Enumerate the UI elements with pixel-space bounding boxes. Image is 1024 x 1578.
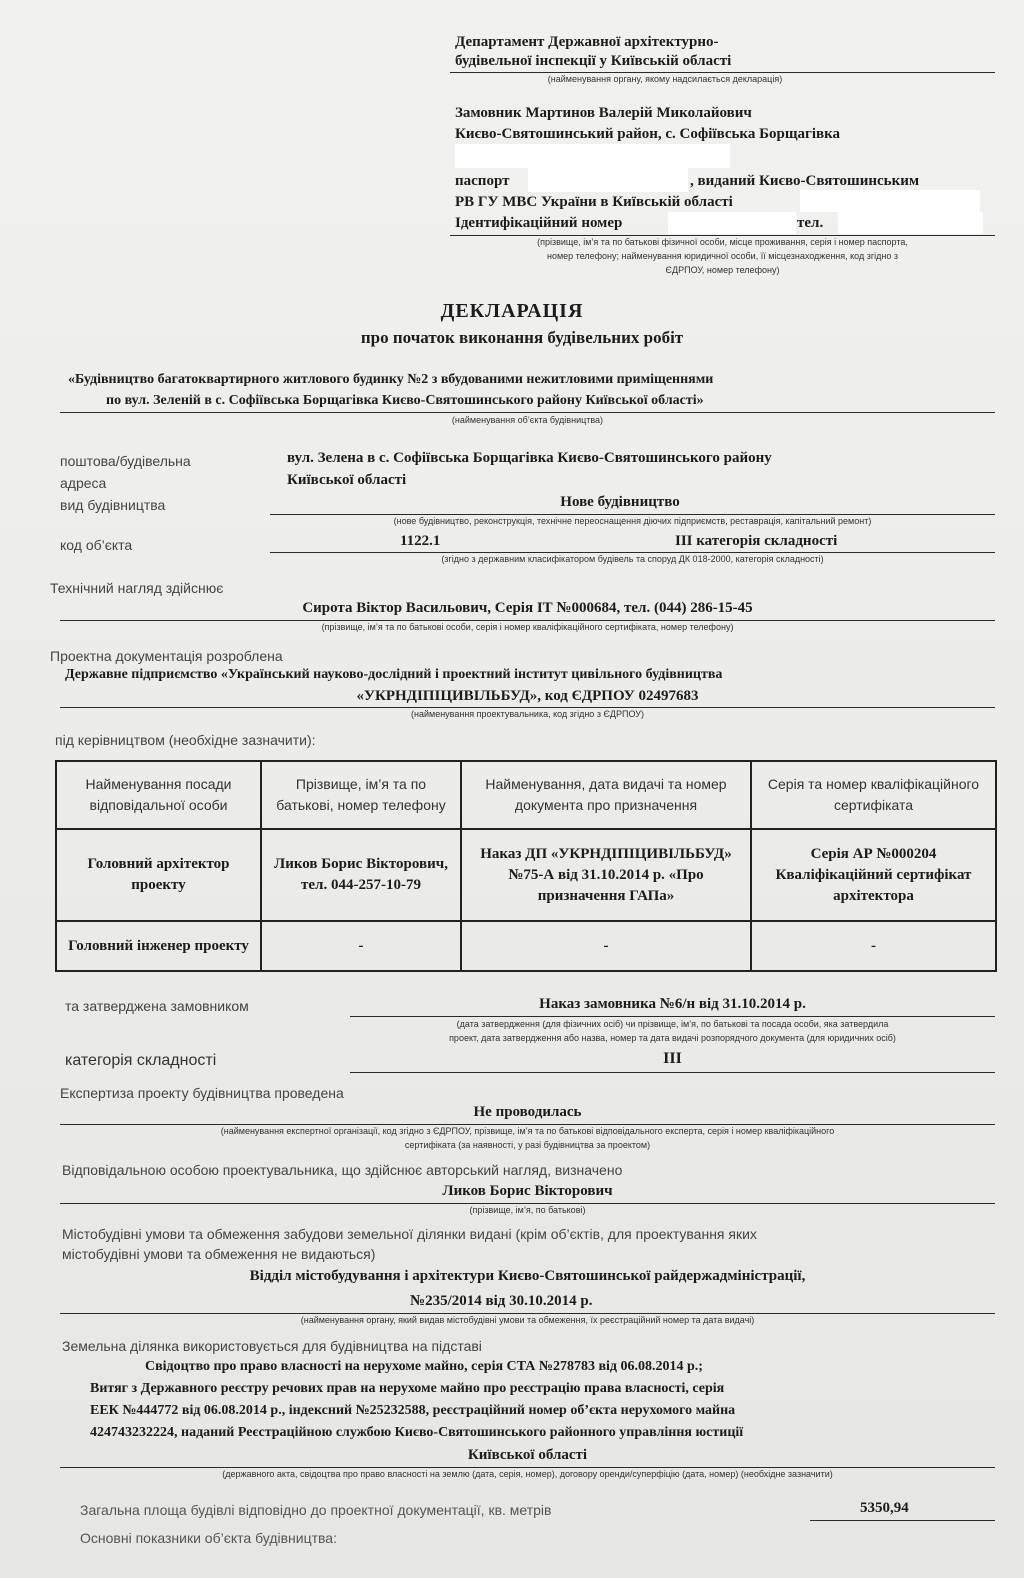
object-name-line2: по вул. Зеленій в с. Софіївська Борщагівка Києво-Святошинського району Київської області» — [106, 393, 704, 408]
area-underline — [810, 1520, 995, 1521]
type-label: вид будівництва — [60, 497, 166, 513]
complexity-label: категорія складності — [65, 1052, 217, 1069]
conditions-caption: (найменування органу, який видав містобудівні умови та обмеження, їх реєстраційний номер та дата видачі) — [300, 1315, 755, 1325]
table-header-cell: Найменування посади відповідальної особи — [56, 761, 261, 829]
address-label-line1: поштова/будівельна — [60, 453, 191, 469]
design-caption: (найменування проектувальника, код згідно з ЄДРПОУ) — [411, 709, 644, 719]
address-label-line2: адреса — [60, 475, 107, 491]
customer-underline — [450, 235, 995, 236]
authors-caption: (прізвище, ім’я, по батькові) — [469, 1205, 586, 1215]
addressee-line2: будівельної інспекції у Київській області — [455, 53, 732, 69]
table-cell: - — [261, 921, 461, 971]
table-header-row — [56, 761, 996, 829]
redacted-address — [455, 144, 730, 168]
management-label: під керівництвом (необхідне зазначити): — [55, 732, 316, 748]
object-name-line1: «Будівництво багатоквартирного житлового будинку №2 з вбудованими нежитловими приміщеннями — [68, 372, 714, 387]
supervision-label: Технічний нагляд здійснює — [50, 580, 224, 596]
authors-label: Відповідальною особою проектувальника, що здійснює авторський нагляд, визначено — [62, 1162, 623, 1178]
area-value: 5350,94 — [860, 1500, 909, 1516]
addressee-underline — [450, 72, 995, 73]
addressee-caption: (найменування органу, якому надсилається декларація) — [547, 74, 783, 84]
land-label: Земельна ділянка використовується для будівництва на підставі — [62, 1338, 482, 1354]
approval-caption-line2: проект, дата затвердження або назва, номер та дата видачі розпорядчого документа (для юридичних осіб) — [449, 1033, 896, 1043]
type-caption: (нове будівництво, реконструкція, технічне переоснащення діючих підприємств, реставрація, капітальний ремонт) — [393, 516, 872, 526]
expertise-caption-line2: сертифіката (за наявності, у разі будівництва за проектом) — [404, 1140, 651, 1150]
code-caption: (згідно з державним класифікатором будівель та споруд ДК 018-2000, категорія складності) — [441, 554, 824, 564]
area-label: Загальна площа будівлі відповідно до проектної документації, кв. метрів — [80, 1502, 552, 1518]
table-cell: Головний архітектор проекту — [56, 829, 261, 921]
customer-caption-line1: (прізвище, ім’я та по батькові фізичної особи, місце проживання, серія і номер паспорта, — [537, 237, 908, 247]
object-name-caption: (найменування об’єкта будівництва) — [451, 415, 604, 425]
table-row — [56, 921, 996, 971]
passport-issued: , виданий Києво-Святошинським — [690, 173, 920, 189]
tel-label: тел. — [797, 215, 824, 231]
land-value-line2: Витяг з Державного реєстру речових прав на нерухоме майно про реєстрацію права власності, серія — [90, 1381, 725, 1396]
type-value: Нове будівництво — [560, 494, 680, 510]
table-cell: Головний інженер проекту — [56, 921, 261, 971]
approval-value: Наказ замовника №6/н від 31.10.2014 р. — [539, 996, 806, 1012]
indicators-label: Основні показники об’єкта будівництва: — [80, 1530, 337, 1546]
conditions-label-line1: Містобудівні умови та обмеження забудови земельної ділянки видані (крім об’єктів, для проектування яких — [62, 1226, 757, 1242]
table-cell: Серія АР №000204 Кваліфікаційний сертифікат архітектора — [751, 829, 996, 921]
address-value-line2: Київської області — [287, 472, 407, 488]
land-value-line4: 424743232224, наданий Реєстраційною службою Києво-Святошинського районного управління юстиції — [90, 1425, 744, 1440]
table-cell: Ликов Борис Вікторович, тел. 044-257-10-79 — [261, 829, 461, 921]
supervision-underline — [60, 620, 995, 621]
table-cell: - — [461, 921, 751, 971]
land-value-line1: Свідоцтво про право власності на нерухоме майно, серія СТА №278783 від 06.08.2014 р.; — [145, 1359, 703, 1374]
supervision-value: Сирота Віктор Васильович, Серія ІТ №000684, тел. (044) 286-15-45 — [302, 600, 753, 616]
authors-value: Ликов Борис Вікторович — [442, 1183, 613, 1199]
type-underline — [270, 514, 995, 515]
object-name-underline — [60, 412, 995, 413]
redacted-passport-number — [528, 168, 688, 192]
document-subtitle: про початок виконання будівельних робіт — [360, 328, 684, 347]
code-value: 1122.1 — [400, 533, 441, 549]
land-underline — [60, 1467, 995, 1468]
passport-authority: РВ ГУ МВС України в Київській області — [455, 194, 733, 210]
table-header-cell: Найменування, дата видачі та номер документа про призначення — [461, 761, 751, 829]
conditions-value-line1: Відділ містобудування і архітектури Києво-Святошинської райдержадміністрації, — [249, 1268, 806, 1284]
customer-caption-line2: номер телефону; найменування юридичної особи, її місцезнаходження, код згідно з — [546, 251, 899, 261]
table-row — [56, 829, 996, 921]
customer-line2: Києво-Святошинський район, с. Софіївська Борщагівка — [455, 126, 841, 142]
id-label: Ідентифікаційний номер — [455, 215, 623, 231]
expertise-underline — [60, 1124, 995, 1125]
table-header-cell: Серія та номер кваліфікаційного сертифіката — [751, 761, 996, 829]
expertise-value: Не проводилась — [473, 1104, 582, 1120]
land-value-line5: Київської області — [467, 1447, 588, 1463]
expertise-label: Експертиза проекту будівництва проведена — [60, 1085, 344, 1101]
design-value-line1: Державне підприємство «Український науково-дослідний і проектний інститут цивільного будівництва — [65, 667, 723, 682]
document-title: ДЕКЛАРАЦІЯ — [440, 300, 584, 322]
table-cell: Наказ ДП «УКРНДІПІЦИВІЛЬБУД» №75-А від 31.10.2014 р. «Про призначення ГАПа» — [461, 829, 751, 921]
approval-caption-line1: (дата затвердження (для фізичних осіб) чи прізвище, ім’я, по батькові та посада особи, яка затвердила — [456, 1019, 889, 1029]
land-caption: (державного акта, свідоцтва про право власності на землю (дата, серія, номер), договору оренди/суперфіцію (дата, номер) (необхідне зазначити) — [222, 1469, 833, 1479]
design-underline — [60, 707, 995, 708]
table-cell: - — [751, 921, 996, 971]
address-value-line1: вул. Зелена в с. Софіївська Борщагівка Києво-Святошинського району — [287, 450, 772, 466]
conditions-underline — [60, 1313, 995, 1314]
passport-label: паспорт — [455, 173, 510, 189]
customer-line1: Замовник Мартинов Валерій Миколайович — [455, 105, 752, 121]
category-value: ІІІ категорія складності — [675, 533, 838, 549]
complexity-underline — [350, 1072, 995, 1073]
table-header-cell: Прізвище, ім’я та по батькові, номер телефону — [261, 761, 461, 829]
expertise-caption-line1: (найменування експертної організації, код згідно з ЄДРПОУ, прізвище, ім’я та по батькові відповідального експерта, серія і номер кваліфікаційного — [220, 1126, 835, 1136]
redacted-phone — [838, 212, 983, 234]
design-label: Проектна документація розроблена — [50, 648, 283, 664]
code-label: код об’єкта — [60, 537, 133, 553]
authors-underline — [60, 1203, 995, 1204]
addressee-line1: Департамент Державної архітектурно- — [455, 34, 719, 50]
supervision-caption: (прізвище, ім’я та по батькові особи, серія і номер кваліфікаційного сертифіката, номер телефону) — [321, 622, 734, 632]
customer-caption-line3: ЄДРПОУ, номер телефону) — [665, 265, 780, 275]
responsible-persons-table — [55, 760, 997, 972]
complexity-value: ІІІ — [663, 1050, 682, 1067]
approval-label: та затверджена замовником — [65, 998, 249, 1014]
redacted-id-number — [668, 212, 796, 234]
redacted-passport-extra — [800, 190, 980, 212]
conditions-label-line2: містобудівні умови та обмеження не видаються) — [62, 1246, 376, 1262]
code-underline — [270, 552, 995, 553]
land-value-line3: ЕЕК №444772 від 06.08.2014 р., індексний №25232588, реєстраційний номер об’єкта нерухомого майна — [90, 1403, 736, 1418]
design-value-line2: «УКРНДІПІЦИВІЛЬБУД», код ЄДРПОУ 02497683 — [356, 688, 699, 704]
conditions-value-line2: №235/2014 від 30.10.2014 р. — [410, 1293, 593, 1309]
approval-underline — [350, 1016, 995, 1017]
